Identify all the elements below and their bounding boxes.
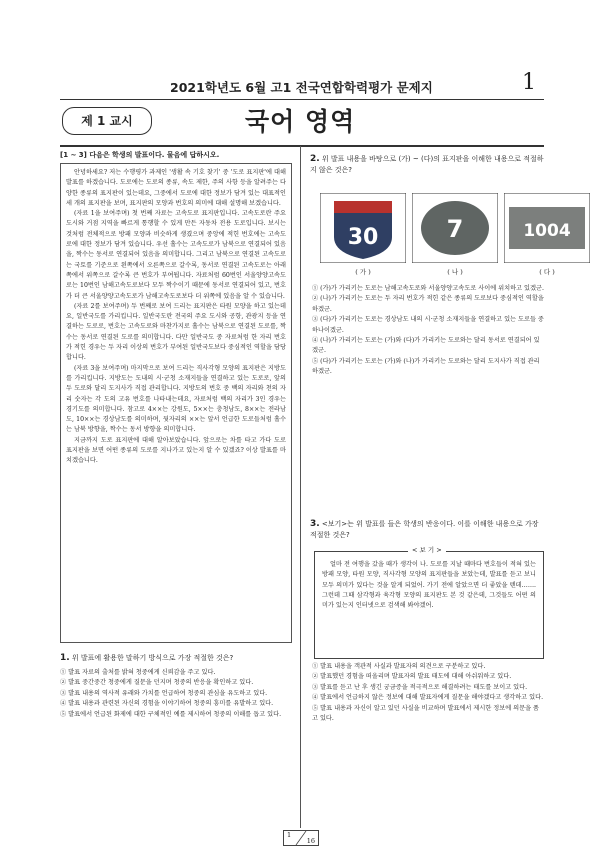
question-3 <box>310 519 544 541</box>
sign-national <box>412 193 498 276</box>
passage-paragraph: (자료 3을 보여주며) 마지막으로 보여 드리는 직사각형 모양의 표지판은 지방도를 가리킵니다. 지방도는 도내의 시·군청 소재지들을 연결하고 있는 도로로, 앞의 두 도로와 달리 도지사가 직접 관리합니다. 지방도의 번호 중 백의 자리와 천의 자리 숫자는 각 도의 고유 번호를 나타내는데요, 자료처럼 백의 자리가 3인 경우는 경기도를 의미합니다. 참고로 4××는 강원도, 5××는 충청남도, 8××는 전라남도, 10××는 경상남도를 의미하며, 뒷자리의 ××는 앞서 언급한 도로들처럼 홀수는 남북 방향을, 짝수는 동서 방향을 의미합니다. <box>66 364 286 434</box>
passage-paragraph: 지금까지 도로 표지판에 대해 알아보았습니다. 앞으로는 차를 타고 가다 도로 표지판을 보면 어떤 종류의 도로를 지나가고 있는지 알 수 있겠죠? 이상 발표를 마치겠습니다. <box>66 436 286 465</box>
highway-shield-icon <box>320 193 406 263</box>
answer-option[interactable]: ③ 발표 내용의 역사적 유래와 가치를 언급하여 청중의 관심을 유도하고 있다. <box>60 689 268 697</box>
sign-number: 7 <box>446 215 464 243</box>
answer-option[interactable]: ② 발표 중간중간 청중에게 질문을 던지며 청중의 반응을 확인하고 있다. <box>60 679 254 687</box>
answer-option[interactable]: ③ (다)가 가리키는 도로는 경상남도 내의 시·군청 소재지들을 연결하고 있는 도로들 중 하나이겠군. <box>312 316 544 334</box>
sign-local <box>504 193 590 276</box>
example-text: 얼마 전 여행을 갔을 때가 생각이 나. 도로를 지날 때마다 번호들이 적혀 있는 방패 모양, 타원 모양, 직사각형 모양의 표지판들을 보았는데, 발표를 듣고 보니 모두 의미가 있다는 것을 알게 되었어. 가기 전에 알았으면 더 좋았을 텐데……. 그런데 그때 삼각형과 육각형 모양의 표지판도 본 것 같은데, 그것들도 어떤 의미가 있는지 인터넷으로 검색해 봐야겠어. <box>322 561 536 610</box>
passage-box <box>60 163 292 643</box>
question-number: 3. <box>310 519 320 529</box>
question-text: 위 발표 내용을 바탕으로 (가) ~ (다)의 표지판을 이해한 내용으로 적절하지 않은 것은? <box>310 155 544 174</box>
page-footer <box>283 830 319 846</box>
answer-option[interactable]: ① (가)가 가리키는 도로는 남해고속도로와 서울양양고속도로 사이에 위치하고 있겠군. <box>312 285 544 292</box>
sign-number: 1004 <box>523 221 571 241</box>
question-1 <box>60 653 292 720</box>
answer-option[interactable]: ④ (나)가 가리키는 도로는 (가)와 (다)가 가리키는 도로와는 달리 동서로 연결되어 있겠군. <box>312 337 540 355</box>
national-road-oval-icon <box>412 193 498 263</box>
question-2-options <box>312 284 544 378</box>
passage-heading: [1 ~ 3] 다음은 학생의 발표이다. 물음에 답하시오. <box>60 151 220 159</box>
example-box-title: < 보 기 > <box>408 545 446 554</box>
session-badge: 제 1 교시 <box>62 107 152 135</box>
footer-page: 1 <box>287 831 292 839</box>
answer-option[interactable]: ④ 발표 내용과 관련된 자신의 경험을 이야기하여 청중의 흥미를 유발하고 있다. <box>60 700 274 708</box>
example-box <box>314 551 544 659</box>
answer-option[interactable]: ③ 발표를 듣고 난 후 생긴 궁금증을 적극적으로 해결하려는 태도를 보이고 있다. <box>312 683 528 691</box>
passage-paragraph: (자료 2를 보여주며) 두 번째로 보여 드리는 표지판은 타원 모양을 하고 있는데요, 일반국도를 가리킵니다. 일반국도란 전국의 주요 도시와 공항, 관광지 등을 연결하는 도로로, 번호는 고속도로와 마찬가지로 홀수는 남북으로 연결된 도로를, 짝수는 동서로 연결된 도로를 의미합니다. 다만 일반국도 중 자료처럼 한 자리 번호가 적힌 경우는 두 자리 이상의 번호가 부여된 일반국도보다 중심적인 역할을 담당합니다. <box>66 302 286 362</box>
header-rule <box>60 99 544 100</box>
answer-option[interactable]: ⑤ 발표 내용과 자신이 알고 있던 사실을 비교하며 발표에서 제시한 정보에 의문을 품고 있다. <box>312 704 540 723</box>
local-road-rectangle-icon <box>504 193 590 263</box>
question-2 <box>310 154 544 176</box>
page-number: 1 <box>522 70 536 95</box>
passage-paragraph: 안녕하세요? 저는 수행평가 과제인 '생활 속 기호 찾기' 중 '도로 표지판'에 대해 발표를 하겠습니다. 도로에는 도로의 종류, 속도 제한, 주의 사항 등을 알려주는 다양한 종류의 표지판이 있는데요, 그중에서 도로에 대한 정보가 담겨 있는 대표적인 세 개의 표지판을 보며, 표지판의 모양과 번호의 의미에 대해 설명해 보겠습니다. <box>66 169 286 207</box>
question-text: 위 발표에 활용한 말하기 방식으로 가장 적절한 것은? <box>71 654 234 662</box>
left-column <box>60 150 292 720</box>
answer-option[interactable]: ② 발표했던 경험을 떠올리며 발표자의 발표 태도에 대해 아쉬워하고 있다. <box>312 673 512 681</box>
answer-option[interactable]: ① 발표 내용을 객관적 사실과 발표자의 의견으로 구분하고 있다. <box>312 663 486 670</box>
sign-label: ( 가 ) <box>355 268 371 276</box>
answer-option[interactable]: ⑤ (다)가 가리키는 도로는 (가)와 (나)가 가리키는 도로와는 달리 도지사가 직접 관리하겠군. <box>312 357 540 376</box>
subject-title: 국어 영역 <box>245 107 356 136</box>
answer-option[interactable]: ④ 발표에서 언급하지 않은 정보에 대해 발표자에게 질문을 해야겠다고 생각하고 있다. <box>312 694 544 702</box>
question-number: 1. <box>60 653 70 663</box>
answer-option[interactable]: ② (나)가 가리키는 도로는 두 자리 번호가 적힌 같은 종류의 도로보다 중심적인 역할을 하겠군. <box>312 295 544 313</box>
answer-option[interactable]: ① 발표 자료의 출처를 밝혀 청중에게 신뢰감을 주고 있다. <box>60 669 216 676</box>
footer-total: 16 <box>306 837 315 845</box>
sign-label: ( 나 ) <box>447 268 463 276</box>
exam-title: 2021학년도 6월 고1 전국연합학력평가 문제지 <box>170 80 433 95</box>
sign-number: 30 <box>347 225 379 250</box>
column-divider <box>300 146 301 828</box>
subject-rule <box>60 145 544 147</box>
question-3-options <box>312 662 544 724</box>
answer-option[interactable]: ⑤ 발표에서 언급된 화제에 대한 구체적인 예를 제시하여 청중의 이해를 돕고 있다. <box>60 710 282 718</box>
sign-label: ( 다 ) <box>539 268 555 276</box>
question-number: 2. <box>310 154 320 164</box>
question-text: <보기>는 위 발표를 들은 학생의 반응이다. 이를 이해한 내용으로 가장 적절한 것은? <box>310 520 539 539</box>
sign-highway <box>320 193 406 276</box>
passage-paragraph: (자료 1을 보여주며) 첫 번째 자료는 고속도로 표지판입니다. 고속도로란 주요 도시와 거점 지역을 빠르게 통행할 수 있게 만든 자동차 전용 도로입니다. 보시는 것처럼 전체적으로 방패 모양과 비슷하게 생겼으며 중앙에 적힌 번호에는 고속도로에 대한 정보가 담겨 있습니다. 우선 홀수는 고속도로가 남북으로 연결되어 있음을, 짝수는 동서로 연결되어 있음을 의미합니다. 그리고 남북으로 연결된 고속도로는 국토를 기준으로 왼쪽에서 오른쪽으로 갈수록, 동서로 연결된 고속도로는 아래쪽에서 위쪽으로 갈수록 큰 번호가 부여됩니다. 자료처럼 60번인 서울양양고속도로는 10번인 남해고속도로보다 모두 짝수이기 때문에 동서로 연결되어 있고, 번호가 더 큰 서울양양고속도로가 남해고속도로보다 더 위쪽에 있음을 알 수 있습니다. <box>66 210 286 300</box>
